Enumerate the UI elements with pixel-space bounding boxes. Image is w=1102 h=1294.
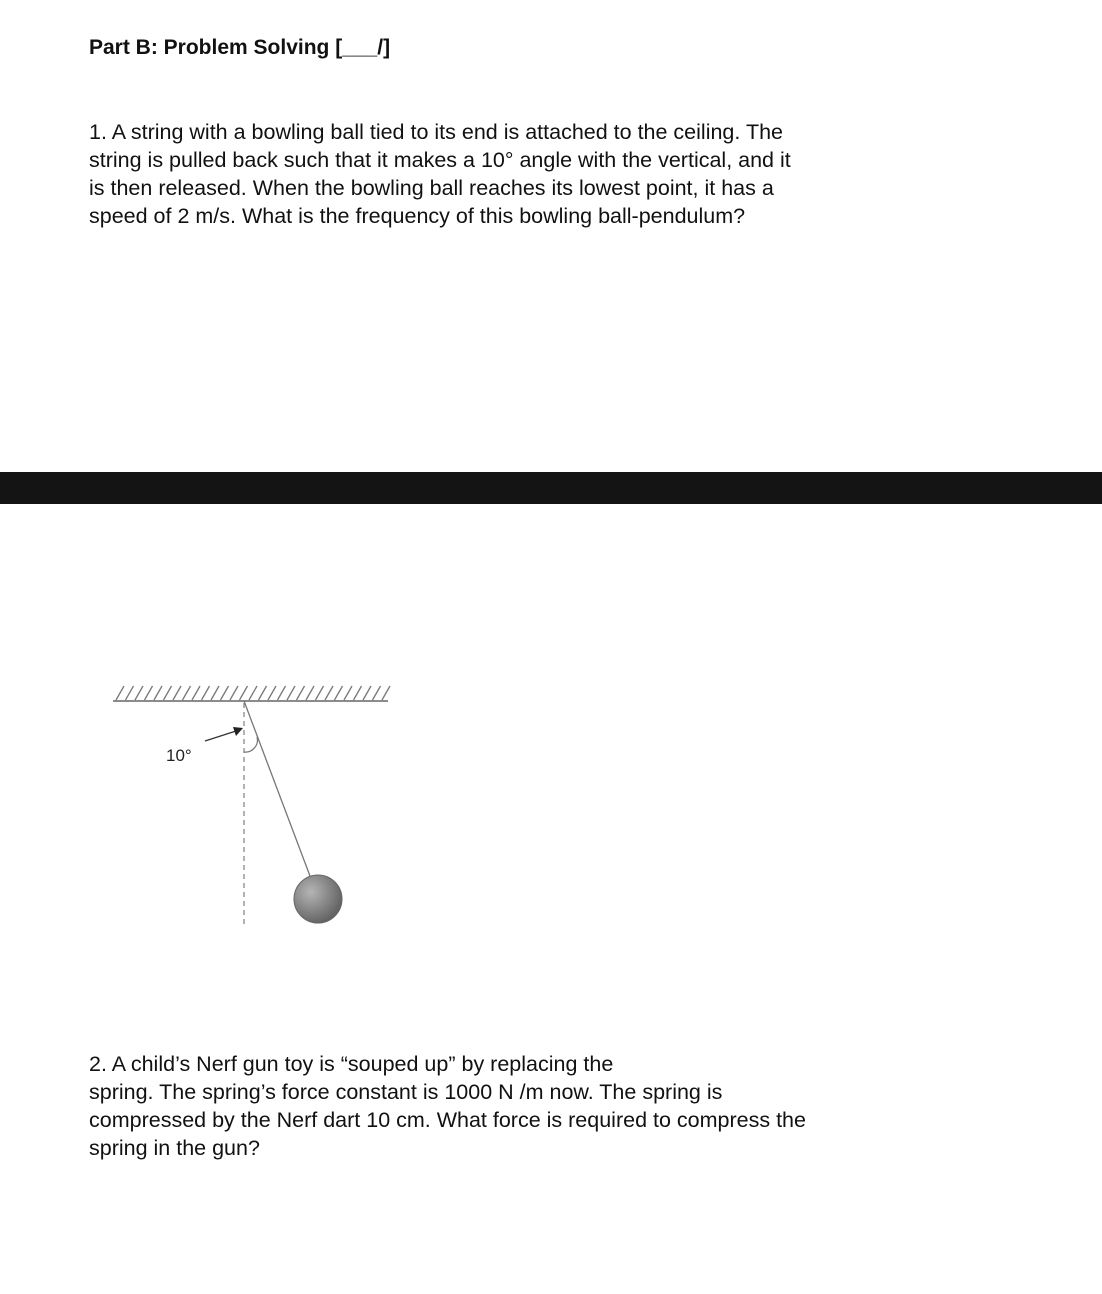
question-2-line: spring. The spring’s force constant is 1000 N /m now. The spring is <box>89 1080 723 1104</box>
bowling-ball <box>294 875 342 923</box>
angle-arc <box>244 737 257 752</box>
angle-label: 10° <box>166 746 192 765</box>
hatch-mark <box>268 686 276 700</box>
question-2-line: spring in the gun? <box>89 1136 260 1160</box>
hatch-mark <box>335 686 343 700</box>
hatch-mark <box>230 686 238 700</box>
question-1-line: speed of 2 m/s. What is the frequency of this bowling ball-pendulum? <box>89 204 746 228</box>
hatch-mark <box>344 686 352 700</box>
pendulum-string <box>244 701 310 876</box>
hatch-mark <box>316 686 324 700</box>
hatch-mark <box>116 686 124 700</box>
question-1-line: 1. A string with a bowling ball tied to its end is attached to the ceiling. The <box>89 120 783 144</box>
hatch-mark <box>278 686 286 700</box>
hatch-mark <box>154 686 162 700</box>
hatch-mark <box>221 686 229 700</box>
hatch-mark <box>173 686 181 700</box>
hatch-mark <box>164 686 172 700</box>
hatch-mark <box>297 686 305 700</box>
question-1-line: string is pulled back such that it makes a 10° angle with the vertical, and it <box>89 148 791 172</box>
hatch-mark <box>183 686 191 700</box>
question-2 <box>89 1050 806 1162</box>
question-2-line: 2. A child’s Nerf gun toy is “souped up” by replacing the <box>89 1052 614 1076</box>
hatch-mark <box>249 686 257 700</box>
hatch-mark <box>287 686 295 700</box>
section-heading: Part B: Problem Solving [___/] <box>89 36 391 59</box>
hatch-mark <box>373 686 381 700</box>
hatch-mark <box>259 686 267 700</box>
angle-arrow-head <box>233 727 243 736</box>
angle-arrow-shaft <box>205 731 236 741</box>
hatch-mark <box>202 686 210 700</box>
hatch-mark <box>145 686 153 700</box>
hatch-mark <box>354 686 362 700</box>
hatch-mark <box>363 686 371 700</box>
hatch-mark <box>240 686 248 700</box>
hatch-mark <box>192 686 200 700</box>
hatch-mark <box>135 686 143 700</box>
hatch-mark <box>325 686 333 700</box>
question-1-line: is then released. When the bowling ball reaches its lowest point, it has a <box>89 176 774 200</box>
question-2-line: compressed by the Nerf dart 10 cm. What force is required to compress the <box>89 1108 806 1132</box>
hatch-mark <box>126 686 134 700</box>
hatch-mark <box>211 686 219 700</box>
ceiling-hatch <box>116 686 390 700</box>
hatch-mark <box>306 686 314 700</box>
hatch-mark <box>382 686 390 700</box>
